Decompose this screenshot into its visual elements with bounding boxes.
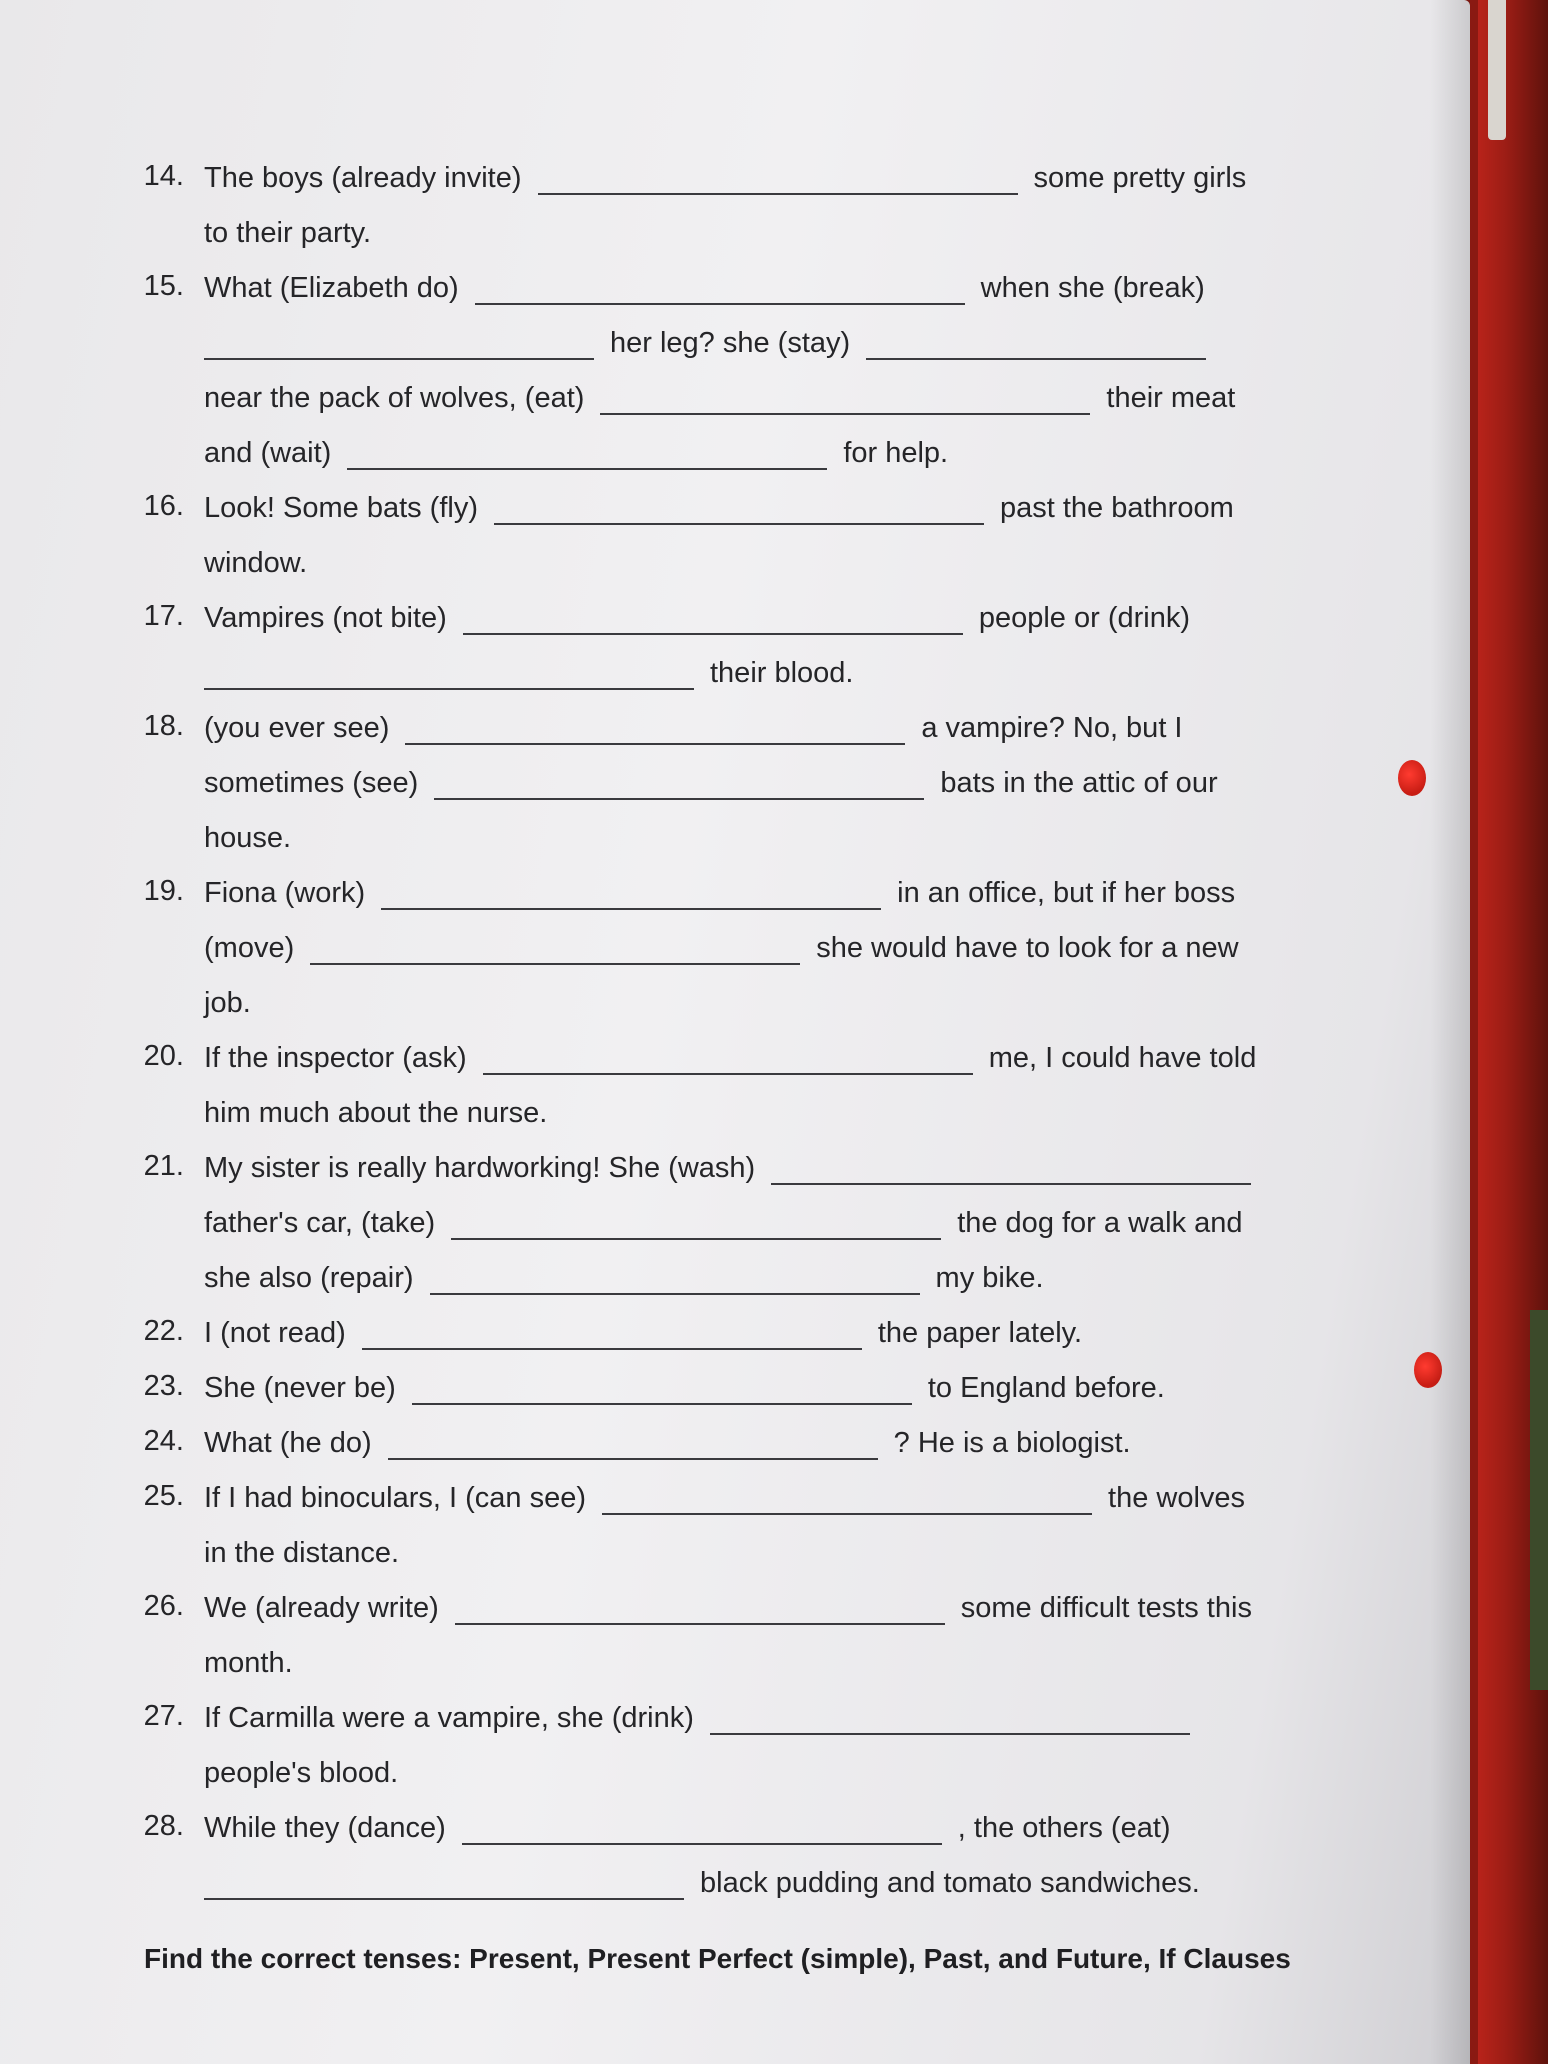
exercise-text: the paper lately. — [877, 1317, 1083, 1349]
exercise-line — [128, 800, 1328, 855]
exercise-line — [128, 195, 1328, 250]
exercise-line — [128, 635, 1328, 690]
exercise-text: ? He is a biologist. — [893, 1427, 1131, 1459]
answer-blank[interactable] — [463, 609, 963, 635]
exercise-line — [128, 1405, 1328, 1460]
exercise-line — [128, 1240, 1328, 1295]
exercise-line — [128, 470, 1328, 525]
exercise-line — [128, 690, 1328, 745]
answer-blank[interactable] — [412, 1379, 912, 1405]
exercise-line — [128, 910, 1328, 965]
exercise-item — [128, 1680, 1328, 1790]
exercise-text: and (wait) — [204, 437, 332, 469]
exercise-number: 26. — [143, 1590, 184, 1622]
answer-blank[interactable] — [455, 1599, 945, 1625]
exercise-text: people or (drink) — [978, 602, 1190, 634]
exercise-item — [128, 1350, 1328, 1405]
answer-blank[interactable] — [388, 1434, 878, 1460]
exercise-number: 23. — [143, 1370, 184, 1402]
red-sticker-dot — [1398, 760, 1426, 796]
exercise-item — [128, 1460, 1328, 1570]
exercise-text: While they (dance) — [204, 1812, 446, 1844]
exercise-text: Look! Some bats (fly) — [204, 492, 478, 524]
exercise-text: when she (break) — [980, 272, 1205, 304]
answer-blank[interactable] — [405, 719, 905, 745]
exercise-number: 17. — [143, 600, 184, 632]
exercise-list — [128, 140, 1328, 1900]
exercise-text: She (never be) — [204, 1372, 396, 1404]
exercise-item — [128, 690, 1328, 855]
exercise-line — [128, 1020, 1328, 1075]
exercise-line — [128, 1185, 1328, 1240]
exercise-text: If I had binoculars, I (can see) — [204, 1482, 587, 1514]
answer-blank[interactable] — [483, 1049, 973, 1075]
exercise-text: a vampire? No, but I — [921, 712, 1183, 744]
exercise-text: me, I could have told — [988, 1042, 1257, 1074]
exercise-number: 22. — [143, 1315, 184, 1347]
answer-blank[interactable] — [347, 444, 827, 470]
answer-blank[interactable] — [475, 279, 965, 305]
exercise-item — [128, 1790, 1328, 1900]
answer-blank[interactable] — [434, 774, 924, 800]
exercise-text: people's blood. — [204, 1757, 399, 1789]
exercise-text: for help. — [843, 437, 949, 469]
exercise-number: 21. — [143, 1150, 184, 1182]
exercise-line — [128, 305, 1328, 360]
exercise-line — [128, 1680, 1328, 1735]
exercise-text: her leg? she (stay) — [610, 327, 851, 359]
exercise-text: the wolves — [1108, 1482, 1246, 1514]
exercise-line — [128, 1790, 1328, 1845]
answer-blank[interactable] — [310, 939, 800, 965]
answer-blank[interactable] — [494, 499, 984, 525]
exercise-text: the dog for a walk and — [957, 1207, 1243, 1239]
exercise-item — [128, 1130, 1328, 1295]
exercise-text: some pretty girls — [1033, 162, 1247, 194]
exercise-number: 20. — [143, 1040, 184, 1072]
exercise-line — [128, 1625, 1328, 1680]
exercise-number: 14. — [143, 160, 184, 192]
exercise-item — [128, 1295, 1328, 1350]
answer-blank[interactable] — [381, 884, 881, 910]
answer-blank[interactable] — [204, 664, 694, 690]
exercise-text: in an office, but if her boss — [897, 877, 1236, 909]
red-sticker-dot — [1414, 1352, 1442, 1388]
exercise-text: Fiona (work) — [204, 877, 366, 909]
answer-blank[interactable] — [538, 169, 1018, 195]
exercise-text: (you ever see) — [204, 712, 390, 744]
exercise-line — [128, 1460, 1328, 1515]
exercise-text: sometimes (see) — [204, 767, 419, 799]
answer-blank[interactable] — [600, 389, 1090, 415]
exercise-item — [128, 580, 1328, 690]
exercise-text: she also (repair) — [204, 1262, 414, 1294]
exercise-text: house. — [204, 822, 292, 854]
exercise-number: 15. — [143, 270, 184, 302]
exercise-text: she would have to look for a new — [816, 932, 1239, 964]
exercise-text: Vampires (not bite) — [204, 602, 447, 634]
exercise-line — [128, 1515, 1328, 1570]
exercise-line — [128, 745, 1328, 800]
exercise-text: job. — [204, 987, 251, 1019]
exercise-text: near the pack of wolves, (eat) — [204, 382, 585, 414]
exercise-line — [128, 1735, 1328, 1790]
exercise-text: bats in the attic of our — [940, 767, 1218, 799]
exercise-text: their meat — [1106, 382, 1236, 414]
exercise-line — [128, 965, 1328, 1020]
exercise-text: past the bathroom — [1000, 492, 1234, 524]
exercise-line — [128, 580, 1328, 635]
exercise-text: The boys (already invite) — [204, 162, 522, 194]
exercise-text: to England before. — [927, 1372, 1165, 1404]
exercise-number: 18. — [143, 710, 184, 742]
answer-blank[interactable] — [362, 1324, 862, 1350]
exercise-text: , the others (eat) — [957, 1812, 1171, 1844]
answer-blank[interactable] — [866, 334, 1206, 360]
exercise-line — [128, 1130, 1328, 1185]
green-tab — [1530, 1310, 1548, 1690]
exercise-text: in the distance. — [204, 1537, 400, 1569]
exercise-text: What (he do) — [204, 1427, 372, 1459]
exercise-line — [128, 1570, 1328, 1625]
exercise-text: black pudding and tomato sandwiches. — [700, 1867, 1200, 1899]
answer-blank[interactable] — [462, 1819, 942, 1845]
exercise-line — [128, 140, 1328, 195]
answer-blank[interactable] — [602, 1489, 1092, 1515]
exercise-line — [128, 1075, 1328, 1130]
exercise-text: month. — [204, 1647, 293, 1679]
exercise-item — [128, 1570, 1328, 1680]
exercise-line — [128, 1845, 1328, 1900]
binder-tabs — [1478, 0, 1548, 2064]
exercise-text: father's car, (take) — [204, 1207, 436, 1239]
exercise-line — [128, 1350, 1328, 1405]
exercise-item — [128, 1405, 1328, 1460]
exercise-text: (move) — [204, 932, 295, 964]
answer-blank[interactable] — [204, 1874, 684, 1900]
exercise-number: 19. — [143, 875, 184, 907]
answer-blank[interactable] — [771, 1159, 1251, 1185]
exercise-text: some difficult tests this — [960, 1592, 1252, 1624]
exercise-number: 25. — [143, 1480, 184, 1512]
exercise-number: 16. — [143, 490, 184, 522]
answer-blank[interactable] — [430, 1269, 920, 1295]
exercise-item — [128, 1020, 1328, 1130]
exercise-line — [128, 415, 1328, 470]
exercise-line — [128, 1295, 1328, 1350]
exercise-line — [128, 360, 1328, 415]
exercise-text: I (not read) — [204, 1317, 346, 1349]
exercise-text: My sister is really hardworking! She (wash) — [204, 1152, 756, 1184]
instruction-text: Find the correct tenses: Present, Present Perfect (simple), Past, and Future, If Clauses — [144, 1943, 1291, 1974]
exercise-item — [128, 250, 1328, 470]
exercise-text: him much about the nurse. — [204, 1097, 548, 1129]
answer-blank[interactable] — [451, 1214, 941, 1240]
exercise-text: If the inspector (ask) — [204, 1042, 467, 1074]
exercise-line — [128, 250, 1328, 305]
exercise-text: What (Elizabeth do) — [204, 272, 459, 304]
exercise-text: my bike. — [935, 1262, 1044, 1294]
exercise-number: 24. — [143, 1425, 184, 1457]
exercise-item — [128, 140, 1328, 250]
exercise-item — [128, 855, 1328, 1020]
answer-blank[interactable] — [710, 1709, 1190, 1735]
exercise-text: We (already write) — [204, 1592, 439, 1624]
exercise-line — [128, 525, 1328, 580]
exercise-text: window. — [204, 547, 308, 579]
exercise-number: 28. — [143, 1810, 184, 1842]
exercise-number: 27. — [143, 1700, 184, 1732]
exercise-text: their blood. — [710, 657, 854, 689]
answer-blank[interactable] — [204, 334, 594, 360]
exercise-line — [128, 855, 1328, 910]
exercise-text: If Carmilla were a vampire, she (drink) — [204, 1702, 694, 1734]
exercise-text: to their party. — [204, 217, 372, 249]
exercise-item — [128, 470, 1328, 580]
